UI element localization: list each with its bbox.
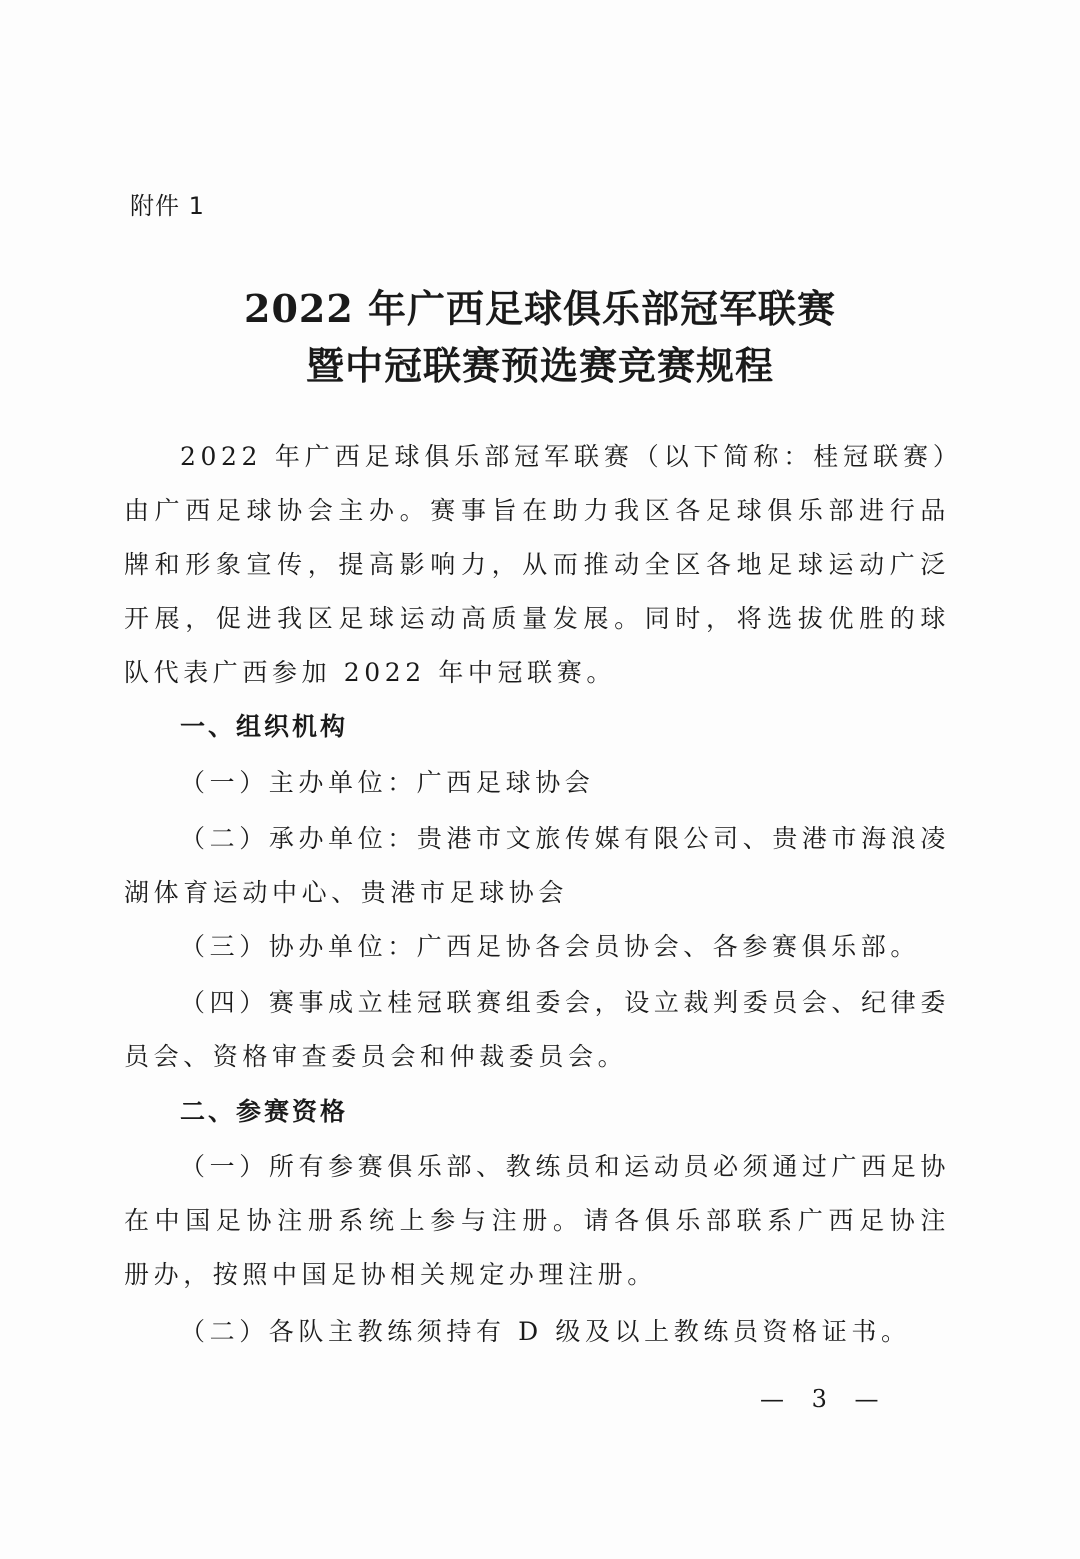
intro-text: 2022 年广西足球俱乐部冠军联赛（以下简称：桂冠联赛）由广西足球协会主办。赛事旨在助力我区各足球俱乐部进行品牌和形象宣传，提高影响力，从而推动全区各地足球运动广泛开展，促进我区足球运动高质量发展。同时，将选拔优胜的球队代表广西参加 2022 年中冠联赛。 [124,442,950,687]
attachment-label: 附件 1 [130,192,205,220]
section1-item4: （四）赛事成立桂冠联赛组委会，设立裁判委员会、纪律委员会、资格审查委员会和仲裁委员会。 [124,988,950,1071]
document-title-line1: 2022 年广西足球俱乐部冠军联赛 [244,286,836,331]
section1-item3: （三）协办单位：广西足协各会员协会、各参赛俱乐部。 [180,932,921,961]
section1-item2: （二）承办单位：贵港市文旅传媒有限公司、贵港市海浪凌湖体育运动中心、贵港市足球协会 [124,824,950,907]
section1-item1-block [124,756,950,810]
section1-item1: （一）主办单位：广西足球协会 [180,768,595,797]
section1-item4-block [124,976,950,1084]
section2-item1-block [124,1140,950,1302]
section1-item2-block [124,812,950,920]
intro-paragraph [124,430,950,700]
section1-item3-block [124,920,950,974]
section1-heading: 一、组织机构 [180,712,349,741]
section2-item1: （一）所有参赛俱乐部、教练员和运动员必须通过广西足协在中国足协注册系统上参与注册。请各俱乐部联系广西足协注册办，按照中国足协相关规定办理注册。 [124,1152,950,1289]
section2-heading-block [124,1085,950,1139]
section2-item2-block [124,1305,950,1359]
section2-heading: 二、参赛资格 [180,1097,349,1126]
document-title-line2: 暨中冠联赛预选赛竞赛规程 [305,343,774,388]
section1-heading-block [124,700,950,754]
page-number: — 3 — [760,1385,889,1413]
section2-item2: （二）各队主教练须持有 D 级及以上教练员资格证书。 [180,1317,911,1346]
